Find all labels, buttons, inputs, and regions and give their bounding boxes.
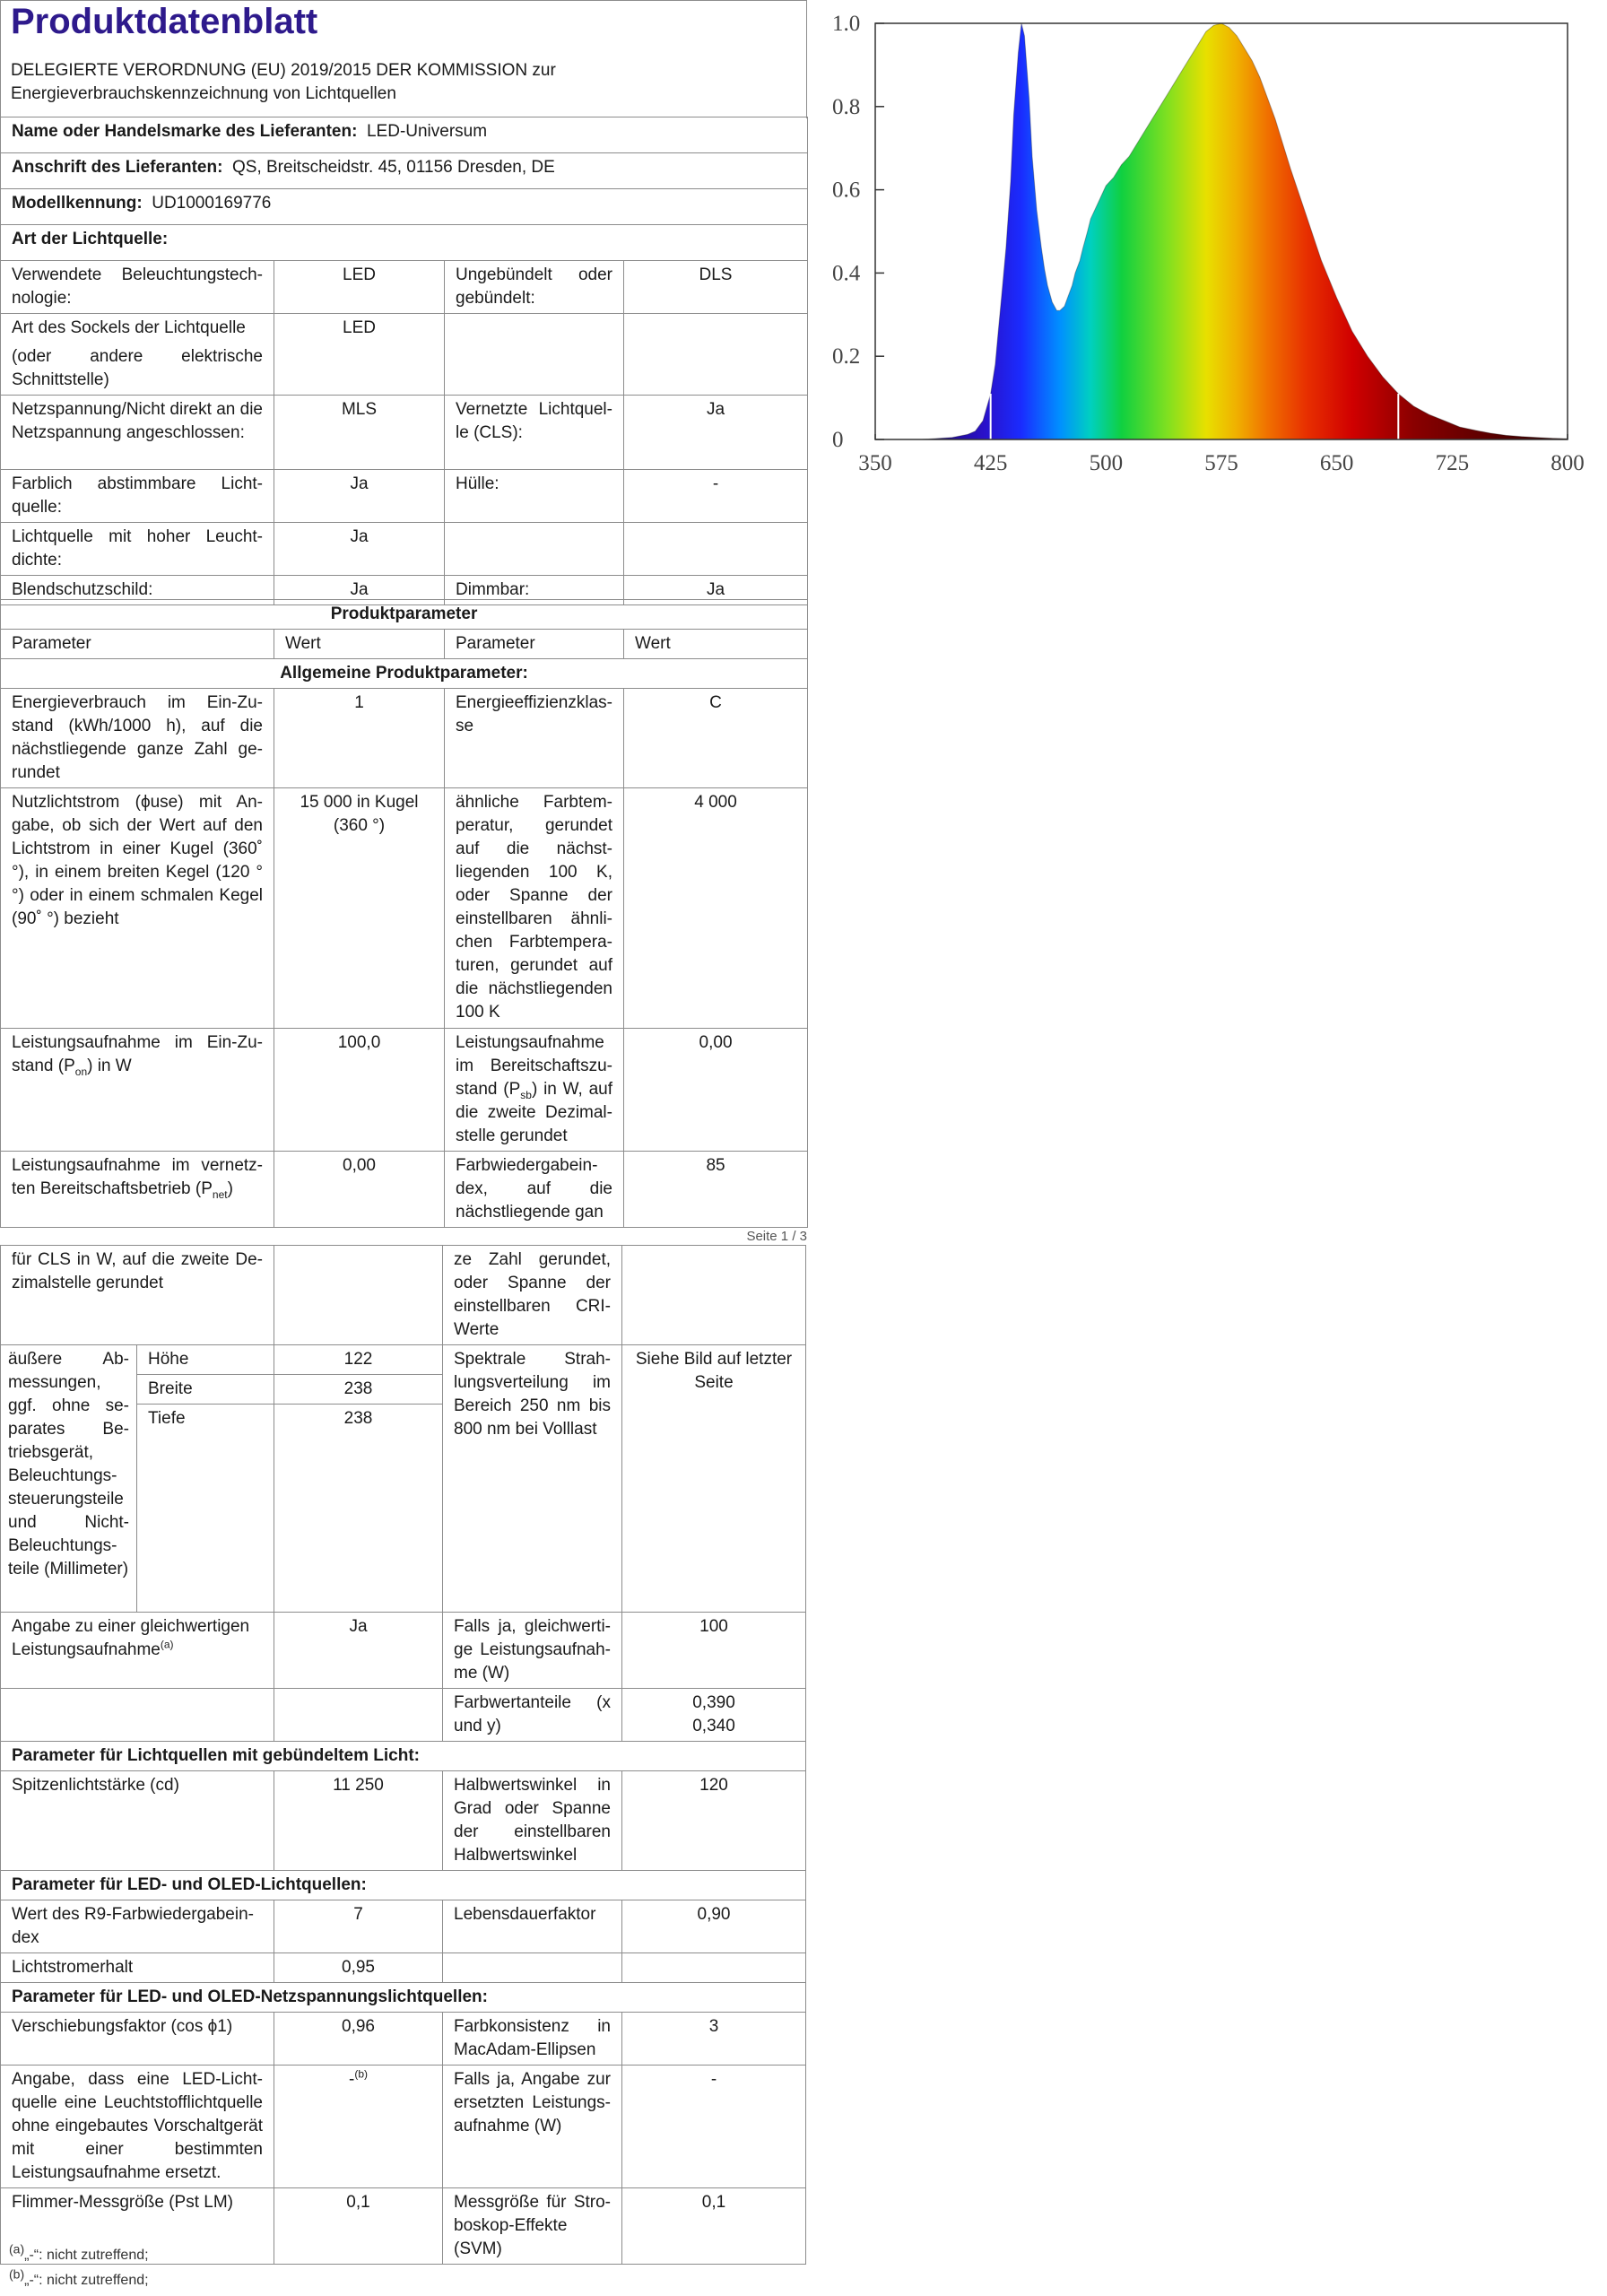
- socket-label-line2: (oder andere elektrische Schnittstelle): [12, 347, 263, 389]
- envelope-value: -: [624, 470, 808, 523]
- supplier-address-label: Anschrift des Lieferanten:: [12, 158, 223, 177]
- supplier-name-label: Name oder Handelsmarke des Lieferanten:: [12, 122, 358, 141]
- socket-value: LED: [274, 314, 445, 396]
- chromaticity-value: [622, 1689, 806, 1742]
- product-parameters-continued: [0, 1245, 805, 2265]
- spectral-distribution-value: Siehe Bild auf letzter Seite: [622, 1345, 806, 1613]
- spectrum-area: [875, 23, 1568, 439]
- supplier-name-value: LED-Universum: [366, 122, 488, 141]
- mains-value: MLS: [274, 396, 445, 470]
- x-tick-label: 425: [973, 451, 1008, 475]
- tech-value: LED: [274, 261, 445, 314]
- light-type-block: [0, 260, 807, 605]
- empty-cell: [624, 523, 808, 576]
- equivalent-power-label: Angabe zu einer gleichwertigen Leistungsaufnahme$^{(a)}$: [1, 1613, 274, 1689]
- empty-cell: [274, 1689, 443, 1742]
- y-axis-ticks: [832, 12, 884, 452]
- empty-cell: [1, 1689, 274, 1742]
- stroboscopic-value: 0,1: [622, 2188, 806, 2265]
- product-parameters-block: [0, 599, 807, 1228]
- footnote-b: $^{(b)}$„-“: nicht zutreffend;: [9, 2266, 149, 2288]
- width-label: Breite: [137, 1375, 274, 1405]
- cct-label: ähnliche Farbtemperatur, gerundet auf die nächstliegenden 100 K, oder Spanne der einstellbaren ähnlichen Farbtemperaturen, gerundet auf die nächstliegenden 100 K: [445, 788, 624, 1029]
- column-header-value: Wert: [624, 630, 808, 659]
- y-tick-label: 0: [832, 428, 844, 452]
- standby-power-value: 0,00: [624, 1029, 808, 1152]
- energy-consumption-value: 1: [274, 689, 445, 788]
- luminous-flux-value: 15 000 in Kugel (360 °): [274, 788, 445, 1029]
- x-tick-label: 725: [1435, 451, 1470, 475]
- socket-label: [1, 314, 274, 396]
- x-axis-ticks: [858, 434, 1585, 475]
- dimmable-label: Dimmbar:: [445, 576, 624, 605]
- on-mode-power-label: Leistungsaufnahme im Ein-Zustand $(P_{on})$ in W: [1, 1029, 274, 1152]
- chromaticity-y: 0,340: [692, 1717, 735, 1735]
- supplier-name-row: [1, 117, 808, 153]
- footnote-a: $^{(a)}$„-“: nicht zutreffend;: [9, 2241, 149, 2263]
- equivalent-power-value: 100: [622, 1613, 806, 1689]
- lumen-maintenance-label: Lichtstromerhalt: [1, 1953, 274, 1983]
- depth-value: 238: [274, 1405, 443, 1613]
- socket-label-line1: Art des Sockels der Lichtquelle: [12, 318, 246, 337]
- led-parameters-heading: Parameter für LED- und OLED-Lichtquellen:: [1, 1871, 806, 1900]
- cct-value: 4 000: [624, 788, 808, 1029]
- empty-cell: [622, 1953, 806, 1983]
- x-tick-label: 575: [1204, 451, 1238, 475]
- mains-led-parameters-heading: Parameter für LED- und OLED-Netzspannungslichtquellen:: [1, 1983, 806, 2013]
- envelope-label: Hülle:: [445, 470, 624, 523]
- beam-angle-value: 120: [622, 1771, 806, 1871]
- color-consistency-value: 3: [622, 2013, 806, 2066]
- energy-class-label: Energieeffizienzklasse: [445, 689, 624, 788]
- spectral-distribution-chart: [807, 0, 1607, 502]
- displacement-factor-label: Verschiebungsfaktor (cos ϕ1): [1, 2013, 274, 2066]
- column-header-value: Wert: [274, 630, 445, 659]
- page-title: Produktdatenblatt: [11, 2, 318, 41]
- width-value: 238: [274, 1375, 443, 1405]
- page-number: Seite 1 / 3: [746, 1229, 807, 1244]
- flicker-value: 0,1: [274, 2188, 443, 2265]
- networked-standby-label-continued: für CLS in W, auf die zweite Dezimalstelle gerundet: [1, 1246, 274, 1345]
- supplier-address-value: QS, Breitscheidstr. 45, 01156 Dresden, DE: [232, 158, 555, 177]
- depth-label: Tiefe: [137, 1405, 274, 1613]
- r9-value: 7: [274, 1900, 443, 1953]
- y-tick-label: 0.6: [832, 178, 861, 203]
- supplier-block: [0, 117, 807, 261]
- energy-consumption-label: Energieverbrauch im Ein-Zustand (kWh/1000 h), auf die nächstliegende ganze Zahl gerundet: [1, 689, 274, 788]
- y-tick-label: 0.4: [832, 261, 861, 286]
- equivalent-power-flag: Ja: [274, 1613, 443, 1689]
- cri-value: 85: [624, 1152, 808, 1228]
- peak-intensity-label: Spitzenlichtstärke (cd): [1, 1771, 274, 1871]
- empty-cell: [622, 1246, 806, 1345]
- model-label: Modellkennung:: [12, 194, 143, 213]
- high-luminance-label: Lichtquelle mit hoher Leuchtdichte:: [1, 523, 274, 576]
- general-parameters-heading: Allgemeine Produktparameter:: [1, 659, 808, 689]
- luminous-flux-label: Nutzlichtstrom (ϕuse) mit Angabe, ob sich der Wert auf den Lichtstrom in einer Kugel (360˚ °), in einem breiten Kegel (120 °°) oder in einem schmalen Kegel (90˚ °) bezieht: [1, 788, 274, 1029]
- color-consistency-label: Farbkonsistenz in MacAdam-Ellipsen: [443, 2013, 622, 2066]
- lumen-maintenance-value: 0,95: [274, 1953, 443, 1983]
- dimmable-value: Ja: [624, 576, 808, 605]
- tech-label: Verwendete Beleuchtungstechnologie:: [1, 261, 274, 314]
- product-parameters-heading: Produktparameter: [1, 600, 808, 630]
- x-tick-label: 650: [1319, 451, 1354, 475]
- y-tick-label: 0.2: [832, 344, 861, 370]
- color-tunable-value: Ja: [274, 470, 445, 523]
- model-row: [1, 189, 808, 225]
- beam-angle-label: Halbwertswinkel in Grad oder Spanne der einstellbaren Halbwertswinkel: [443, 1771, 622, 1871]
- spectral-distribution-label: Spektrale Strahlungsverteilung im Bereich 250 nm bis 800 nm bei Volllast: [443, 1345, 622, 1613]
- column-header-parameter: Parameter: [445, 630, 624, 659]
- cls-value: Ja: [624, 396, 808, 470]
- networked-standby-value: 0,00: [274, 1152, 445, 1228]
- networked-standby-label: Leistungsaufnahme im vernetzten Bereitschaftsbetrieb $(P_{net})$: [1, 1152, 274, 1228]
- light-type-heading: Art der Lichtquelle:: [1, 225, 808, 261]
- r9-label: Wert des R9-Farbwiedergabeindex: [1, 1900, 274, 1953]
- empty-cell: [274, 1246, 443, 1345]
- x-tick-label: 500: [1089, 451, 1124, 475]
- flicker-label: Flimmer-Messgröße (Pst LM): [1, 2188, 274, 2265]
- bundled-value: DLS: [624, 261, 808, 314]
- fluorescent-replacement-value: -$^{(b)}$: [274, 2066, 443, 2188]
- empty-cell: [445, 523, 624, 576]
- y-tick-label: 0.8: [832, 94, 861, 119]
- chromaticity-label: Farbwertanteile (x und y): [443, 1689, 622, 1742]
- cri-label-part2: ze Zahl gerundet, oder Spanne der einstellbaren CRI-Werte: [443, 1246, 622, 1345]
- replaced-power-label: Falls ja, Angabe zur ersetzten Leistungsaufnahme (W): [443, 2066, 622, 2188]
- stroboscopic-label: Messgröße für Stroboskop-Effekte (SVM): [443, 2188, 622, 2265]
- empty-cell: [624, 314, 808, 396]
- glare-shield-value: Ja: [274, 576, 445, 605]
- dimensions-label: äußere Abmessungen, ggf. ohne separates Betriebsgerät, Beleuchtungssteuerungsteile und Nicht-Beleuchtungsteile (Millimeter): [1, 1345, 137, 1613]
- bundled-label: Ungebündelt oder gebündelt:: [445, 261, 624, 314]
- y-tick-label: 1.0: [832, 12, 861, 36]
- chromaticity-x: 0,390: [692, 1693, 735, 1712]
- displacement-factor-value: 0,96: [274, 2013, 443, 2066]
- high-luminance-value: Ja: [274, 523, 445, 576]
- height-value: 122: [274, 1345, 443, 1375]
- directional-parameters-heading: Parameter für Lichtquellen mit gebündeltem Licht:: [1, 1742, 806, 1771]
- model-value: UD1000169776: [152, 194, 272, 213]
- supplier-address-row: [1, 153, 808, 189]
- equivalent-power-label-2: Falls ja, gleichwertige Leistungsaufnahme (W): [443, 1613, 622, 1689]
- column-header-parameter: Parameter: [1, 630, 274, 659]
- glare-shield-label: Blendschutzschild:: [1, 576, 274, 605]
- x-tick-label: 800: [1551, 451, 1585, 475]
- x-tick-label: 350: [858, 451, 892, 475]
- fluorescent-replacement-label: Angabe, dass eine LED-Lichtquelle eine Leuchtstofflichtquelle ohne eingebautes Vorschaltgerät mit einer bestimmten Leistungsaufnahme ersetzt.: [1, 2066, 274, 2188]
- energy-class-value: C: [624, 689, 808, 788]
- peak-intensity-value: 11 250: [274, 1771, 443, 1871]
- survival-factor-value: 0,90: [622, 1900, 806, 1953]
- height-label: Höhe: [137, 1345, 274, 1375]
- regulation-reference: DELEGIERTE VERORDNUNG (EU) 2019/2015 DER KOMMISSION zur Energieverbrauchskennzeichnung von Lichtquellen: [11, 61, 556, 103]
- cri-label-part1: Farbwiedergabeindex, auf die nächstliegende gan: [445, 1152, 624, 1228]
- mains-label: Netzspannung/Nicht direkt an die Netzspannung angeschlossen:: [1, 396, 274, 470]
- empty-cell: [445, 314, 624, 396]
- empty-cell: [443, 1953, 622, 1983]
- standby-power-label: Leistungsaufnahme im Bereitschaftszustand $(P_{sb})$ in W, auf die zweite Dezimalstelle gerundet: [445, 1029, 624, 1152]
- cls-label: Vernetzte Lichtquelle (CLS):: [445, 396, 624, 470]
- color-tunable-label: Farblich abstimmbare Lichtquelle:: [1, 470, 274, 523]
- on-mode-power-value: 100,0: [274, 1029, 445, 1152]
- replaced-power-value: -: [622, 2066, 806, 2188]
- survival-factor-label: Lebensdauerfaktor: [443, 1900, 622, 1953]
